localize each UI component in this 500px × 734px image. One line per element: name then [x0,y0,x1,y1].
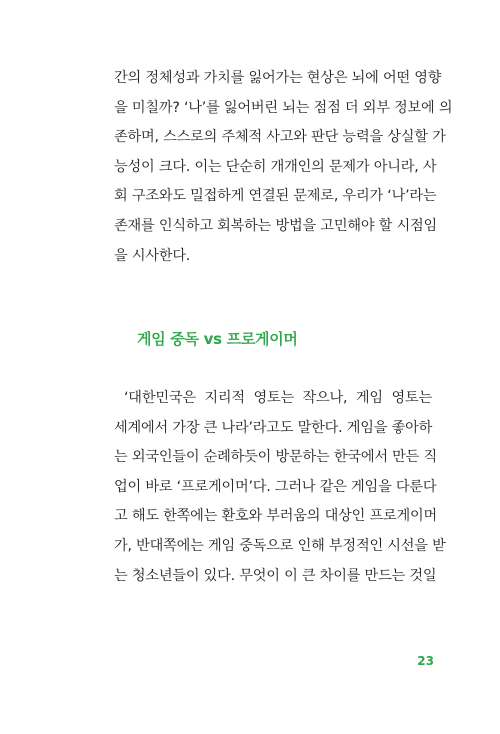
text-line: 능성이 크다. 이는 단순히 개개인의 문제가 아니라, 사 [114,158,437,175]
text-line: 업이 바로 ‘프로게이머’다. 그러나 같은 게임을 다룬다 [114,478,437,495]
page-number: 23 [417,654,434,668]
text-line: 존재를 인식하고 회복하는 방법을 고민해야 할 시점임 [114,217,437,234]
text-line: 가, 반대쪽에는 게임 중독으로 인해 부정적인 시선을 받 [114,537,446,554]
text-line: 존하며, 스스로의 주체적 사고와 판단 능력을 상실할 가 [114,129,446,146]
text-line: 고 해도 한쪽에는 환호와 부러움의 대상인 프로게이머 [114,508,437,525]
text-line: 을 시사한다. [114,247,191,264]
text-line: 는 청소년들이 있다. 무엇이 이 큰 차이를 만드는 것일 [114,567,437,584]
text-line: 는 외국인들이 순례하듯이 방문하는 한국에서 만든 직 [114,449,437,466]
text-line: ‘대한민국은 지리적 영토는 작으나, 게임 영토는 [124,390,432,406]
text-line: 간의 정체성과 가치를 잃어가는 현상은 뇌에 어떤 영향 [114,70,442,86]
body-paragraph [114,64,453,271]
text-line: 세계에서 가장 큰 나라’라고도 말한다. 게임을 좋아하 [114,419,433,436]
section-heading: 게임 중독 vs 프로게이머 [137,330,298,348]
text-line: 회 구조와도 밀접하게 연결된 문제로, 우리가 ‘나’라는 [114,188,437,205]
text-line: 을 미칠까? ‘나’를 잃어버린 뇌는 점점 더 외부 정보에 의 [114,99,453,116]
body-paragraph [114,384,446,591]
